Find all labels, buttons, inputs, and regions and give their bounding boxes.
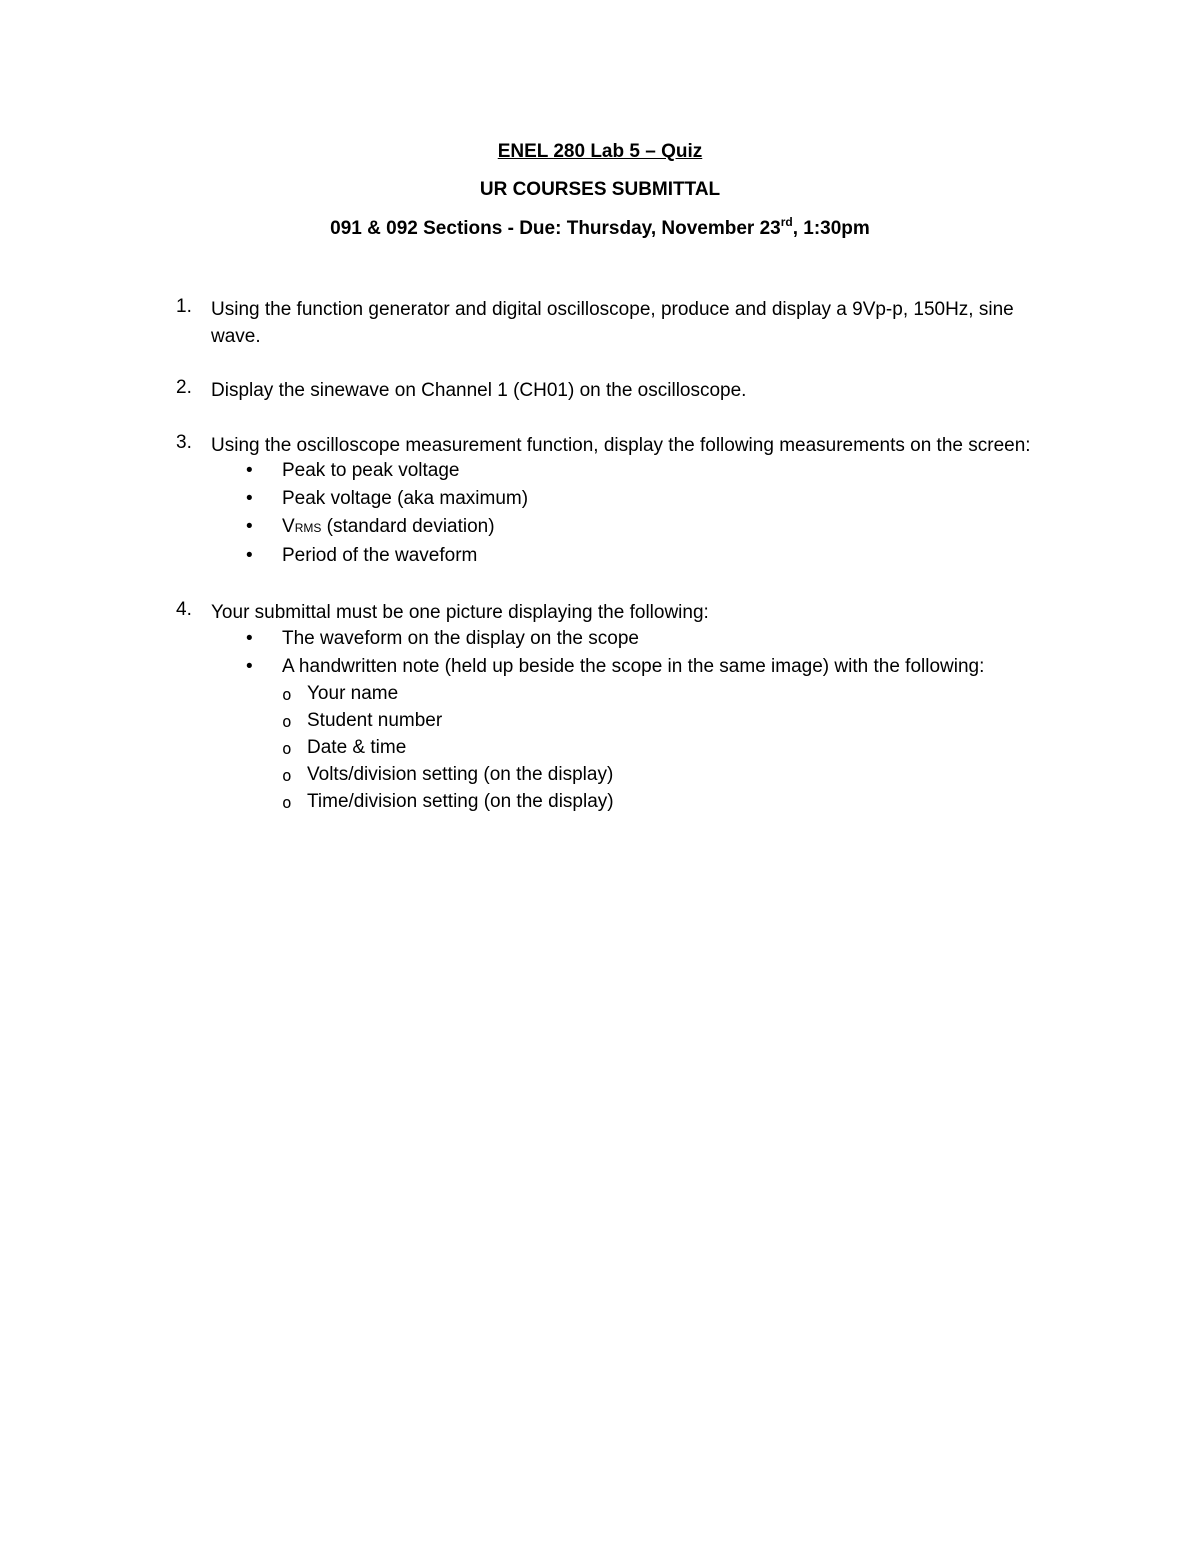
- sub-bullet-glyph: o: [282, 739, 292, 758]
- sub-bullet-text: Your name: [307, 683, 399, 704]
- due-suffix: , 1:30pm: [792, 218, 870, 239]
- bullet-glyph: •: [246, 516, 253, 537]
- vrms-subscript: RMS: [294, 521, 322, 535]
- sub-bullet-text: Student number: [307, 710, 443, 731]
- sub-bullet-glyph: o: [282, 712, 292, 731]
- document-subtitle: UR COURSES SUBMITTAL: [479, 179, 721, 200]
- item-text-line: Using the oscilloscope measurement function, display the following measurements on the screen:: [211, 435, 1031, 456]
- vrms-v: V: [282, 516, 295, 537]
- item-number: 4.: [176, 599, 192, 620]
- sub-bullet-text: Date & time: [307, 737, 407, 758]
- sub-bullet-text: Time/division setting (on the display): [307, 791, 614, 812]
- item-text-line: Your submittal must be one picture displaying the following:: [211, 602, 709, 623]
- item-text-line: Display the sinewave on Channel 1 (CH01) on the oscilloscope.: [211, 380, 747, 401]
- item-text-line: Using the function generator and digital oscilloscope, produce and display a 9Vp-p, 150Hz, sine: [211, 299, 1014, 320]
- bullet-glyph: •: [246, 488, 253, 509]
- sub-bullet-text: Volts/division setting (on the display): [307, 764, 614, 785]
- sub-bullet-glyph: o: [282, 685, 292, 704]
- bullet-text: A handwritten note (held up beside the scope in the same image) with the following:: [282, 656, 985, 677]
- bullet-glyph: •: [246, 460, 253, 481]
- item-number: 2.: [176, 377, 192, 398]
- sub-bullet-glyph: o: [282, 793, 292, 812]
- bullet-text: Period of the waveform: [282, 545, 478, 566]
- due-superscript: rd: [780, 215, 793, 229]
- item-number: 1.: [176, 296, 192, 317]
- bullet-glyph: •: [246, 656, 253, 677]
- due-date-line: [0, 215, 1200, 240]
- item-text-line: wave.: [211, 326, 261, 347]
- bullet-glyph: •: [246, 545, 253, 566]
- due-prefix: 091 & 092 Sections - Due: Thursday, November 23: [330, 218, 781, 239]
- sub-bullet-glyph: o: [282, 766, 292, 785]
- bullet-text: The waveform on the display on the scope: [282, 628, 639, 649]
- bullet-text: Peak voltage (aka maximum): [282, 488, 529, 509]
- bullet-text: Peak to peak voltage: [282, 460, 460, 481]
- bullet-text-vrms: [282, 516, 495, 538]
- item-number: 3.: [176, 432, 192, 453]
- vrms-rest: (standard deviation): [321, 516, 495, 537]
- document-title: ENEL 280 Lab 5 – Quiz: [497, 141, 703, 162]
- bullet-glyph: •: [246, 628, 253, 649]
